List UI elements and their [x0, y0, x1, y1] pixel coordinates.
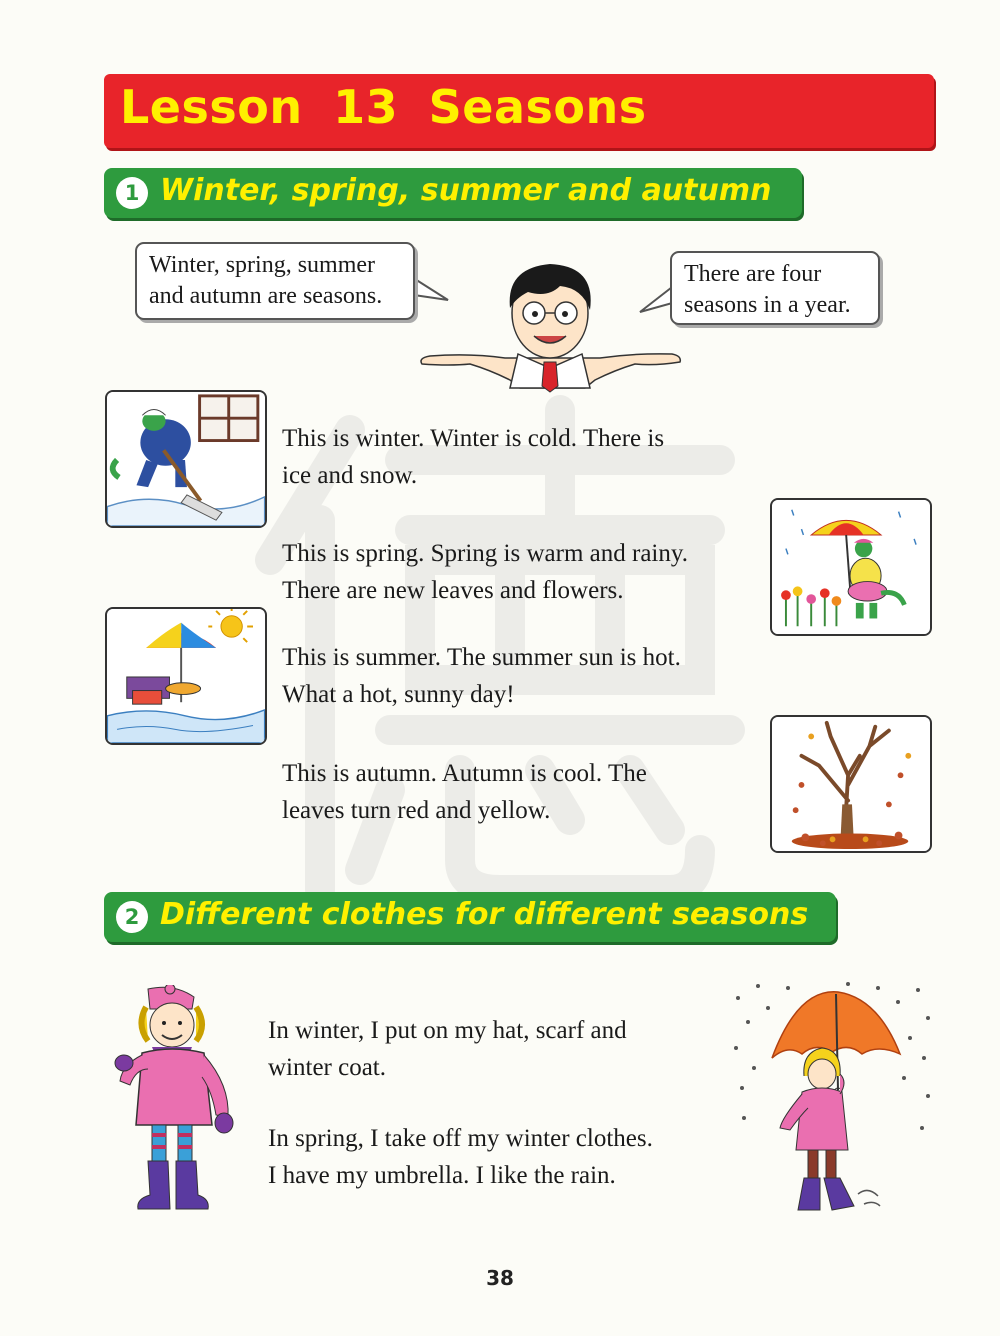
speech-bubble-right: [670, 251, 880, 325]
spring-clothes-line-2: I have my umbrella. I like the rain.: [268, 1162, 616, 1189]
section-1-title: Winter, spring, summer and autumn: [160, 173, 772, 208]
winter-clothes-paragraph: [268, 1012, 627, 1086]
spring-paragraph: [282, 535, 688, 609]
girl-winter-clothes-illustration: [112, 985, 242, 1215]
autumn-paragraph: [282, 755, 647, 829]
speech-bubble-left: [135, 242, 415, 320]
lesson-title: Lesson 13 Seasons: [120, 80, 647, 134]
lesson-banner: [104, 74, 934, 148]
summer-picture: [105, 607, 267, 745]
spring-clothes-paragraph: [268, 1120, 653, 1194]
spring-picture: [770, 498, 932, 636]
winter-paragraph: [282, 420, 664, 494]
bubble-left-line-1: Winter, spring, summer: [149, 252, 376, 278]
summer-line-2: What a hot, sunny day!: [282, 681, 515, 708]
winter-clothes-line-1: In winter, I put on my hat, scarf and: [268, 1017, 627, 1044]
autumn-line-2: leaves turn red and yellow.: [282, 797, 551, 824]
boy-illustration: [410, 258, 690, 393]
bubble-left-line-2: and autumn are seasons.: [149, 283, 383, 309]
autumn-line-1: This is autumn. Autumn is cool. The: [282, 760, 647, 787]
bubble-right-line-1: There are four: [684, 261, 822, 287]
section-2-number: 2: [116, 901, 148, 933]
summer-line-1: This is summer. The summer sun is hot.: [282, 644, 681, 671]
section-2-title: Different clothes for different seasons: [160, 897, 809, 932]
winter-line-1: This is winter. Winter is cold. There is: [282, 425, 665, 452]
bubble-right-line-2: seasons in a year.: [684, 292, 851, 318]
winter-picture: [105, 390, 267, 528]
section-2-header: [104, 892, 836, 942]
page-number: 38: [486, 1266, 514, 1290]
winter-line-2: ice and snow.: [282, 462, 418, 489]
section-1-header: [104, 168, 802, 218]
girl-umbrella-rain-illustration: [728, 978, 938, 1223]
spring-clothes-line-1: In spring, I take off my winter clothes.: [268, 1125, 653, 1152]
spring-line-2: There are new leaves and flowers.: [282, 577, 624, 604]
spring-line-1: This is spring. Spring is warm and rainy.: [282, 540, 688, 567]
autumn-picture: [770, 715, 932, 853]
winter-clothes-line-2: winter coat.: [268, 1054, 387, 1081]
section-1-number: 1: [116, 177, 148, 209]
summer-paragraph: [282, 639, 681, 713]
